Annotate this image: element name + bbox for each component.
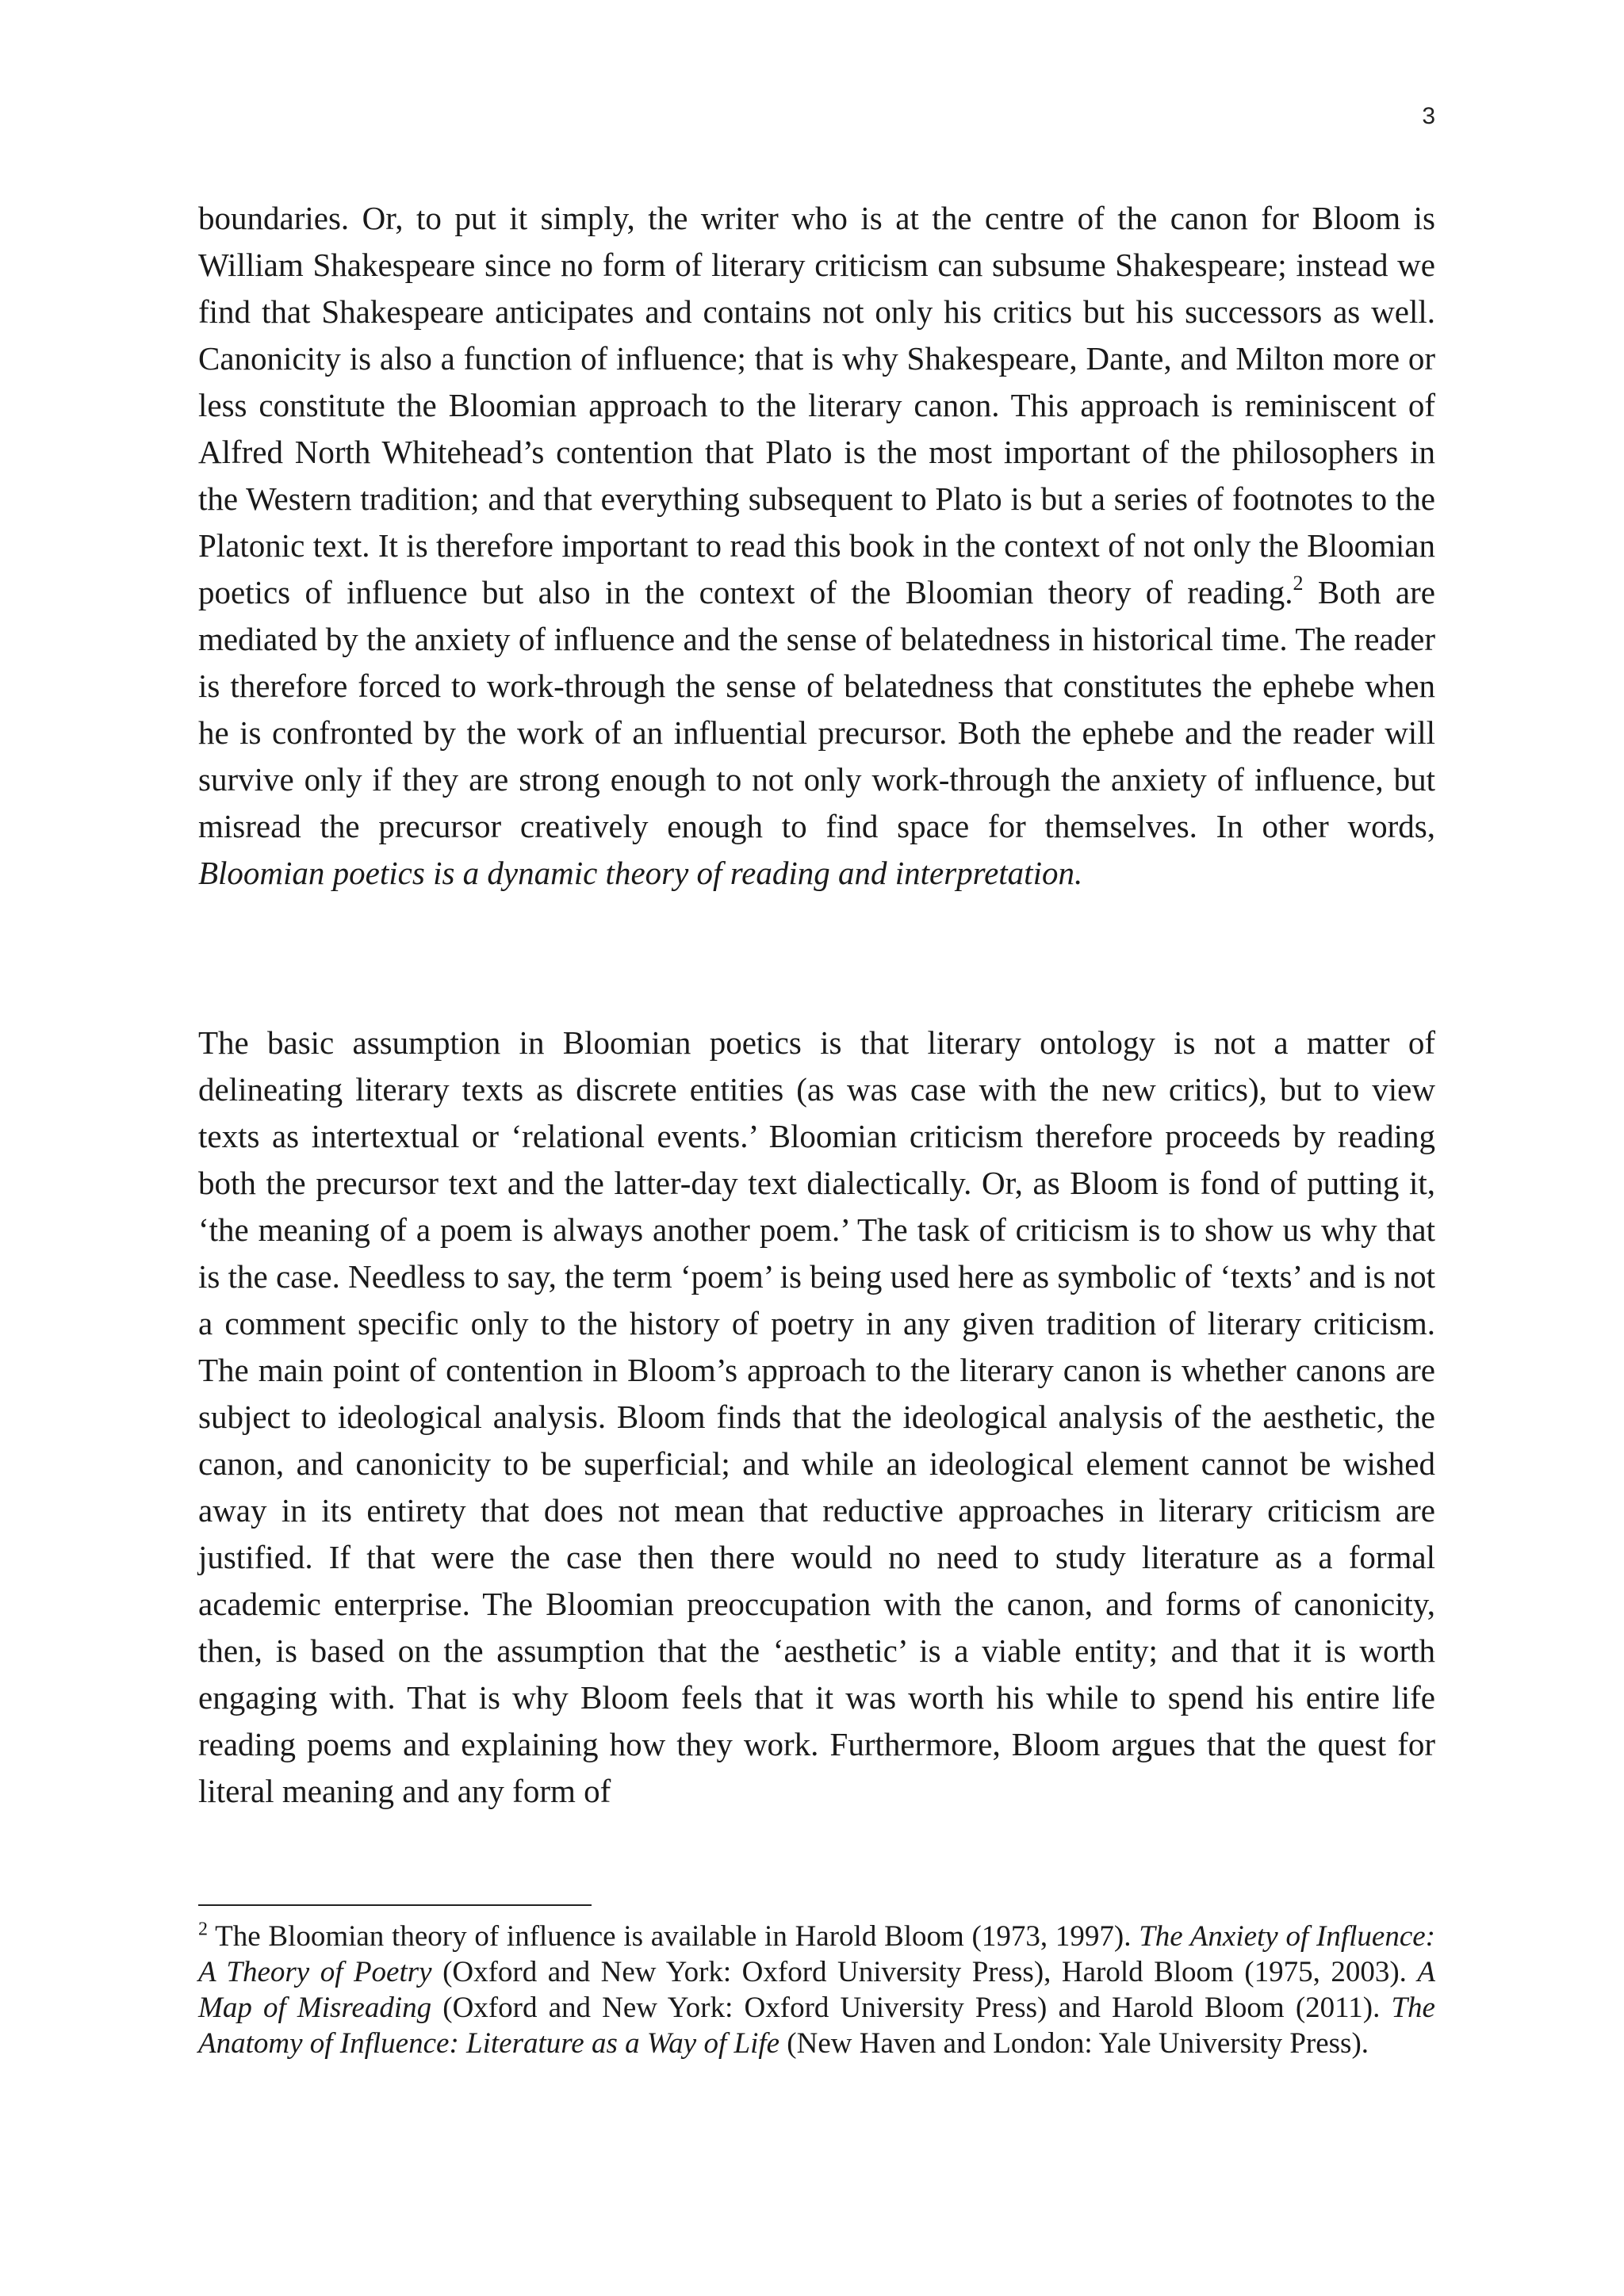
footnote-text-4: (New Haven and London: Yale University Press).: [779, 2027, 1369, 2060]
footnote-2: [198, 1919, 1435, 2061]
footnote-text-1: The Bloomian theory of influence is available in Harold Bloom (1973, 1997).: [208, 1920, 1139, 1953]
body-paragraph-2: The basic assumption in Bloomian poetics is that literary ontology is not a matter of delineating literary texts as discrete entities (as was case with the new critics), but to view texts as intertextual or ‘relational events.’ Bloomian criticism therefore proceeds by reading both the precursor text and the latter-day text dialectically. Or, as Bloom is fond of putting it, ‘the meaning of a poem is always another poem.’ The task of criticism is to show us why that is the case. Needless to say, the term ‘poem’ is being used here as symbolic of ‘texts’ and is not a comment specific only to the history of poetry in any given tradition of literary criticism. The main point of contention in Bloom’s approach to the literary canon is whether canons are subject to ideological analysis. Bloom finds that the ideological analysis of the aesthetic, the canon, and canonicity to be superficial; and while an ideological element cannot be wished away in its entirety that does not mean that reductive approaches in literary criticism are justified. If that were the case then there would no need to study literature as a formal academic enterprise. The Bloomian preoccupation with the canon, and forms of canonicity, then, is based on the assumption that the ‘aesthetic’ is a viable entity; and that it is worth engaging with. That is why Bloom feels that it was worth his while to spend his entire life reading poems and explaining how they work. Furthermore, Bloom argues that the quest for literal meaning and any form of: [198, 1024, 1435, 1809]
footnote-divider: [198, 1904, 592, 1906]
footnote-marker: 2: [198, 1919, 208, 1940]
paragraph-1-italic-conclusion: Bloomian poetics is a dynamic theory of reading and interpretation.: [198, 855, 1083, 891]
footnote-reference[interactable]: 2: [1293, 572, 1304, 595]
footnote-title-anxiety-of-influence: The Anxiety of Influence: A Theory of Poetry: [198, 1920, 1435, 1988]
page-number: 3: [1422, 103, 1435, 129]
footnote-title-map-of-misreading: A Map of Misreading: [198, 1956, 1435, 2024]
footnote-text-3: (Oxford and New York: Oxford University Press) and Harold Bloom (2011).: [431, 1992, 1392, 2024]
footnote-title-anatomy-of-influence: The Anatomy of Influence: Literature as a Way of Life: [198, 1992, 1435, 2060]
paragraph-1-text-a: boundaries. Or, to put it simply, the writer who is at the centre of the canon for Bloom is William Shakespeare since no form of literary criticism can subsume Shakespeare; instead we find that Shakespeare anticipates and contains not only his critics but his successors as well. Canonicity is also a function of influence; that is why Shakespeare, Dante, and Milton more or less constitute the Bloomian approach to the literary canon. This approach is reminiscent of Alfred North Whitehead’s contention that Plato is the most important of the philosophers in the Western tradition; and that everything subsequent to Plato is but a series of footnotes to the Platonic text. It is therefore important to read this book in the context of not only the Bloomian poetics of influence but also in the context of the Bloomian theory of reading.: [198, 200, 1435, 610]
paragraph-1-text-b: Both are mediated by the anxiety of influence and the sense of belatedness in historical time. The reader is therefore forced to work-through the sense of belatedness that constitutes the ephebe when he is confronted by the work of an influential precursor. Both the ephebe and the reader will survive only if they are strong enough to not only work-through the anxiety of influence, but misread the precursor creatively enough to find space for themselves. In other words,: [198, 574, 1435, 844]
footnote-text-2: (Oxford and New York: Oxford University Press), Harold Bloom (1975, 2003).: [431, 1956, 1418, 1988]
body-paragraph-1: [198, 195, 1435, 897]
